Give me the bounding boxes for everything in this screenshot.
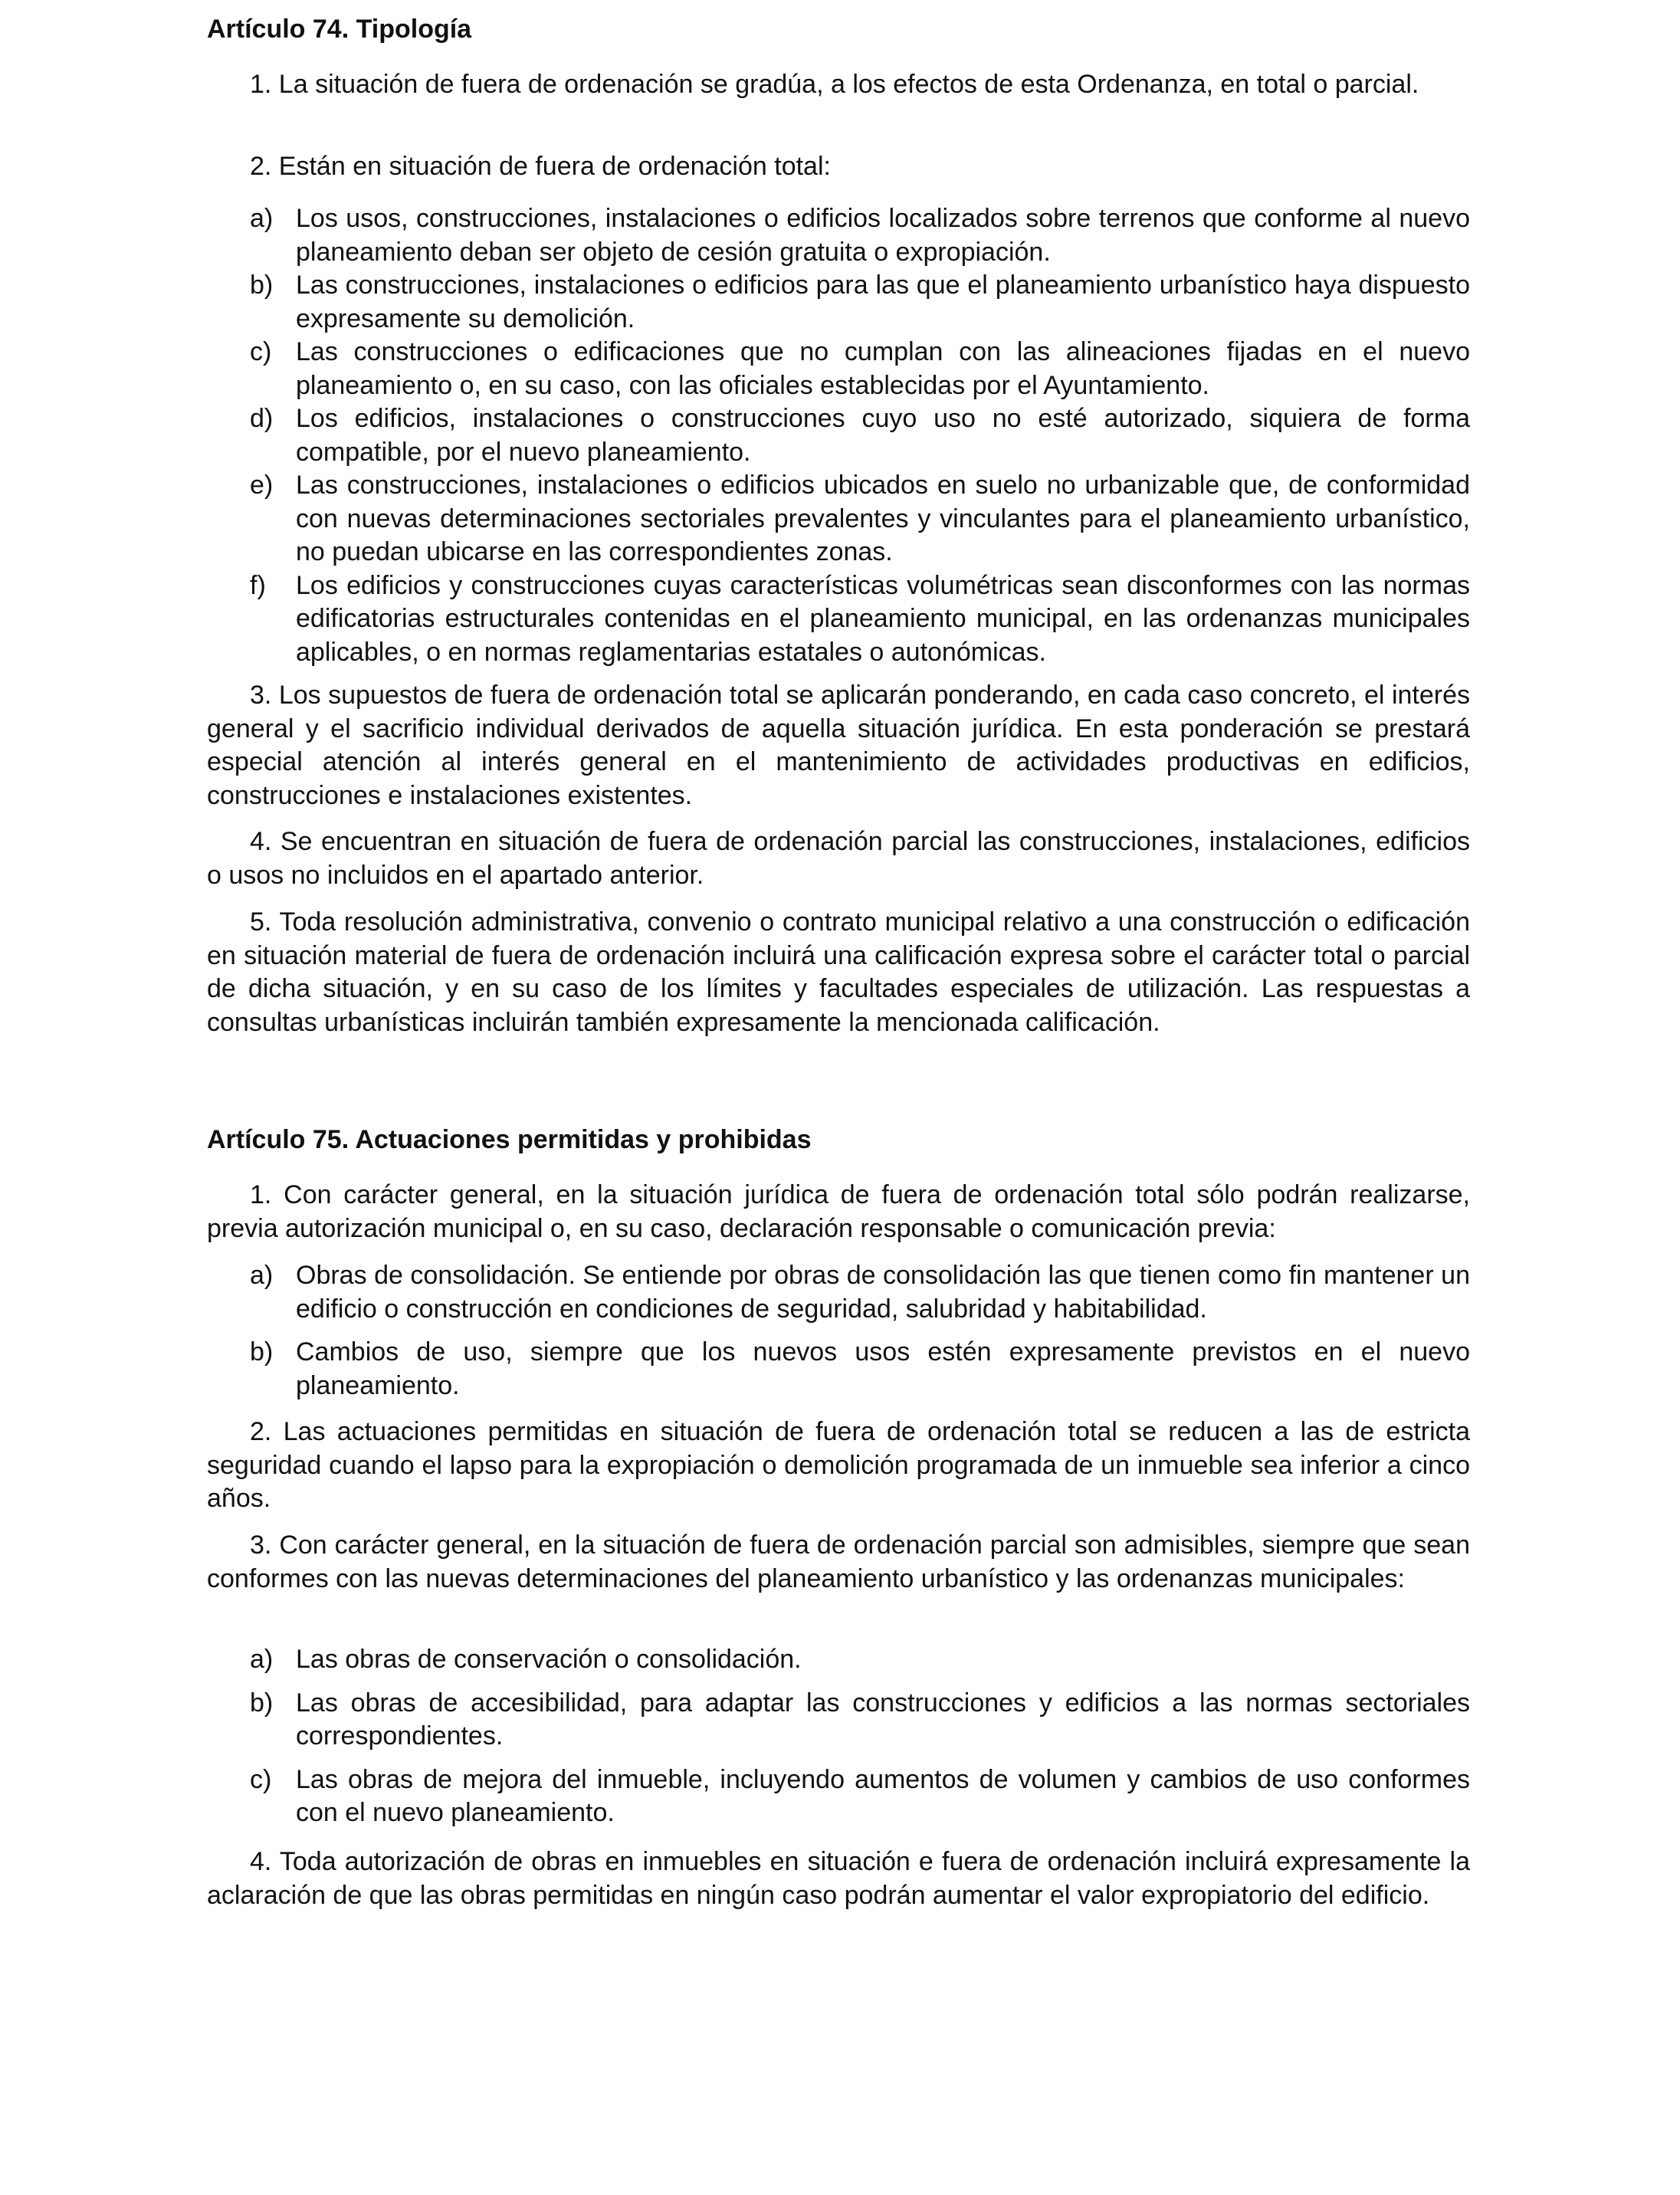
article-75-list-1 xyxy=(250,1259,1470,1412)
list-item-text: Las construcciones, instalaciones o edificios ubicados en suelo no urbanizable que, de conformidad con nuevas determinaciones sectoriales prevalentes y vinculantes para el planeamiento urbanístico, no puedan ubicarse en las correspondientes zonas. xyxy=(296,471,1470,566)
article-74-title: Artículo 74. Tipología xyxy=(207,15,472,44)
list-item-text: Los edificios y construcciones cuyas características volumétricas sean disconformes con las normas edificatorias estructurales contenidas en el planeamiento municipal, en las ordenanzas municipales aplicables, o en normas reglamentarias estatales o autonómicas. xyxy=(296,570,1470,667)
article-75-paragraph-4: 4. Toda autorización de obras en inmuebles en situación e fuera de ordenación incluirá expresamente la aclaración de que las obras permitidas en ningún caso podrán aumentar el valor expropiatorio del edificio. xyxy=(207,1847,1470,1910)
article-74-paragraph-4: 4. Se encuentran en situación de fuera de ordenación parcial las construcciones, instalaciones, edificios o usos no incluidos en el apartado anterior. xyxy=(207,827,1470,890)
article-74-paragraph-5: 5. Toda resolución administrativa, convenio o contrato municipal relativo a una construcción o edificación en situación material de fuera de ordenación incluirá una calificación expresa sobre el carácter total o parcial de dicha situación, y en su caso de los límites y facultades especiales de utilización. Las respuestas a consultas urbanísticas incluirán también expresamente la mencionada calificación. xyxy=(207,907,1470,1037)
list-item-text: Las obras de accesibilidad, para adaptar las construcciones y edificios a las normas sectoriales correspondientes. xyxy=(296,1688,1470,1750)
list-item xyxy=(250,469,1470,569)
article-74-paragraph-1: 1. La situación de fuera de ordenación se gradúa, a los efectos de esta Ordenanza, en total o parcial. xyxy=(250,70,1419,99)
list-item-label: a) xyxy=(250,1645,274,1674)
list-item-label: c) xyxy=(250,1764,272,1794)
list-item-text: Los usos, construcciones, instalaciones o edificios localizados sobre terrenos que conforme al nuevo planeamiento deban ser objeto de cesión gratuita o expropiación. xyxy=(296,204,1470,267)
list-item xyxy=(250,336,1470,402)
list-item-text: Las obras de mejora del inmueble, incluyendo aumentos de volumen y cambios de uso conformes con el nuevo planeamiento. xyxy=(296,1764,1470,1827)
list-item-label: f) xyxy=(250,570,266,600)
list-item xyxy=(250,1259,1470,1326)
list-item xyxy=(250,1643,1470,1677)
list-item-text: Las construcciones o edificaciones que no cumplan con las alineaciones fijadas en el nuevo planeamiento o, en su caso, con las oficiales establecidas por el Ayuntamiento. xyxy=(296,337,1470,400)
list-item-label: d) xyxy=(250,404,274,433)
list-item-label: b) xyxy=(250,271,274,300)
list-item xyxy=(250,1687,1470,1754)
list-item-label: a) xyxy=(250,1261,274,1290)
list-item xyxy=(250,202,1470,269)
list-item-label: b) xyxy=(250,1688,274,1718)
article-75-list-2 xyxy=(250,1643,1470,1840)
list-item xyxy=(250,1764,1470,1830)
list-item-label: c) xyxy=(250,337,272,366)
list-item xyxy=(250,402,1470,469)
list-item xyxy=(250,269,1470,336)
list-item-text: Cambios de uso, siempre que los nuevos usos estén expresamente previstos en el nuevo planeamiento. xyxy=(296,1337,1470,1400)
list-item-text: Las construcciones, instalaciones o edificios para las que el planeamiento urbanístico haya dispuesto expresamente su demolición. xyxy=(296,271,1470,333)
list-item xyxy=(250,1336,1470,1403)
list-item-text: Las obras de conservación o consolidación. xyxy=(296,1645,802,1674)
article-75-title: Artículo 75. Actuaciones permitidas y prohibidas xyxy=(207,1125,812,1154)
list-item-label: e) xyxy=(250,471,274,500)
list-item-label: a) xyxy=(250,204,274,233)
article-75-paragraph-1: 1. Con carácter general, en la situación jurídica de fuera de ordenación total sólo podrán realizarse, previa autorización municipal o, en su caso, declaración responsable o comunicación previa: xyxy=(207,1180,1470,1243)
article-74-list xyxy=(250,202,1470,669)
article-74-paragraph-2: 2. Están en situación de fuera de ordenación total: xyxy=(250,152,831,181)
article-74-paragraph-3: 3. Los supuestos de fuera de ordenación total se aplicarán ponderando, en cada caso concreto, el interés general y el sacrificio individual derivados de aquella situación jurídica. En esta ponderación se prestará especial atención al interés general en el mantenimiento de actividades productivas en edificios, construcciones e instalaciones existentes. xyxy=(207,681,1470,810)
list-item xyxy=(250,569,1470,670)
list-item-label: b) xyxy=(250,1337,274,1367)
article-75-paragraph-3: 3. Con carácter general, en la situación de fuera de ordenación parcial son admisibles, siempre que sean conformes con las nuevas determinaciones del planeamiento urbanístico y las ordenanzas municipales: xyxy=(207,1531,1470,1593)
list-item-text: Obras de consolidación. Se entiende por obras de consolidación las que tienen como fin mantener un edificio o construcción en condiciones de seguridad, salubridad y habitabilidad. xyxy=(296,1261,1470,1324)
article-75-paragraph-2: 2. Las actuaciones permitidas en situación de fuera de ordenación total se reducen a las de estricta seguridad cuando el lapso para la expropiación o demolición programada de un inmueble sea inferior a cinco años. xyxy=(207,1417,1470,1513)
list-item-text: Los edificios, instalaciones o construcciones cuyo uso no esté autorizado, siquiera de forma compatible, por el nuevo planeamiento. xyxy=(296,404,1470,467)
